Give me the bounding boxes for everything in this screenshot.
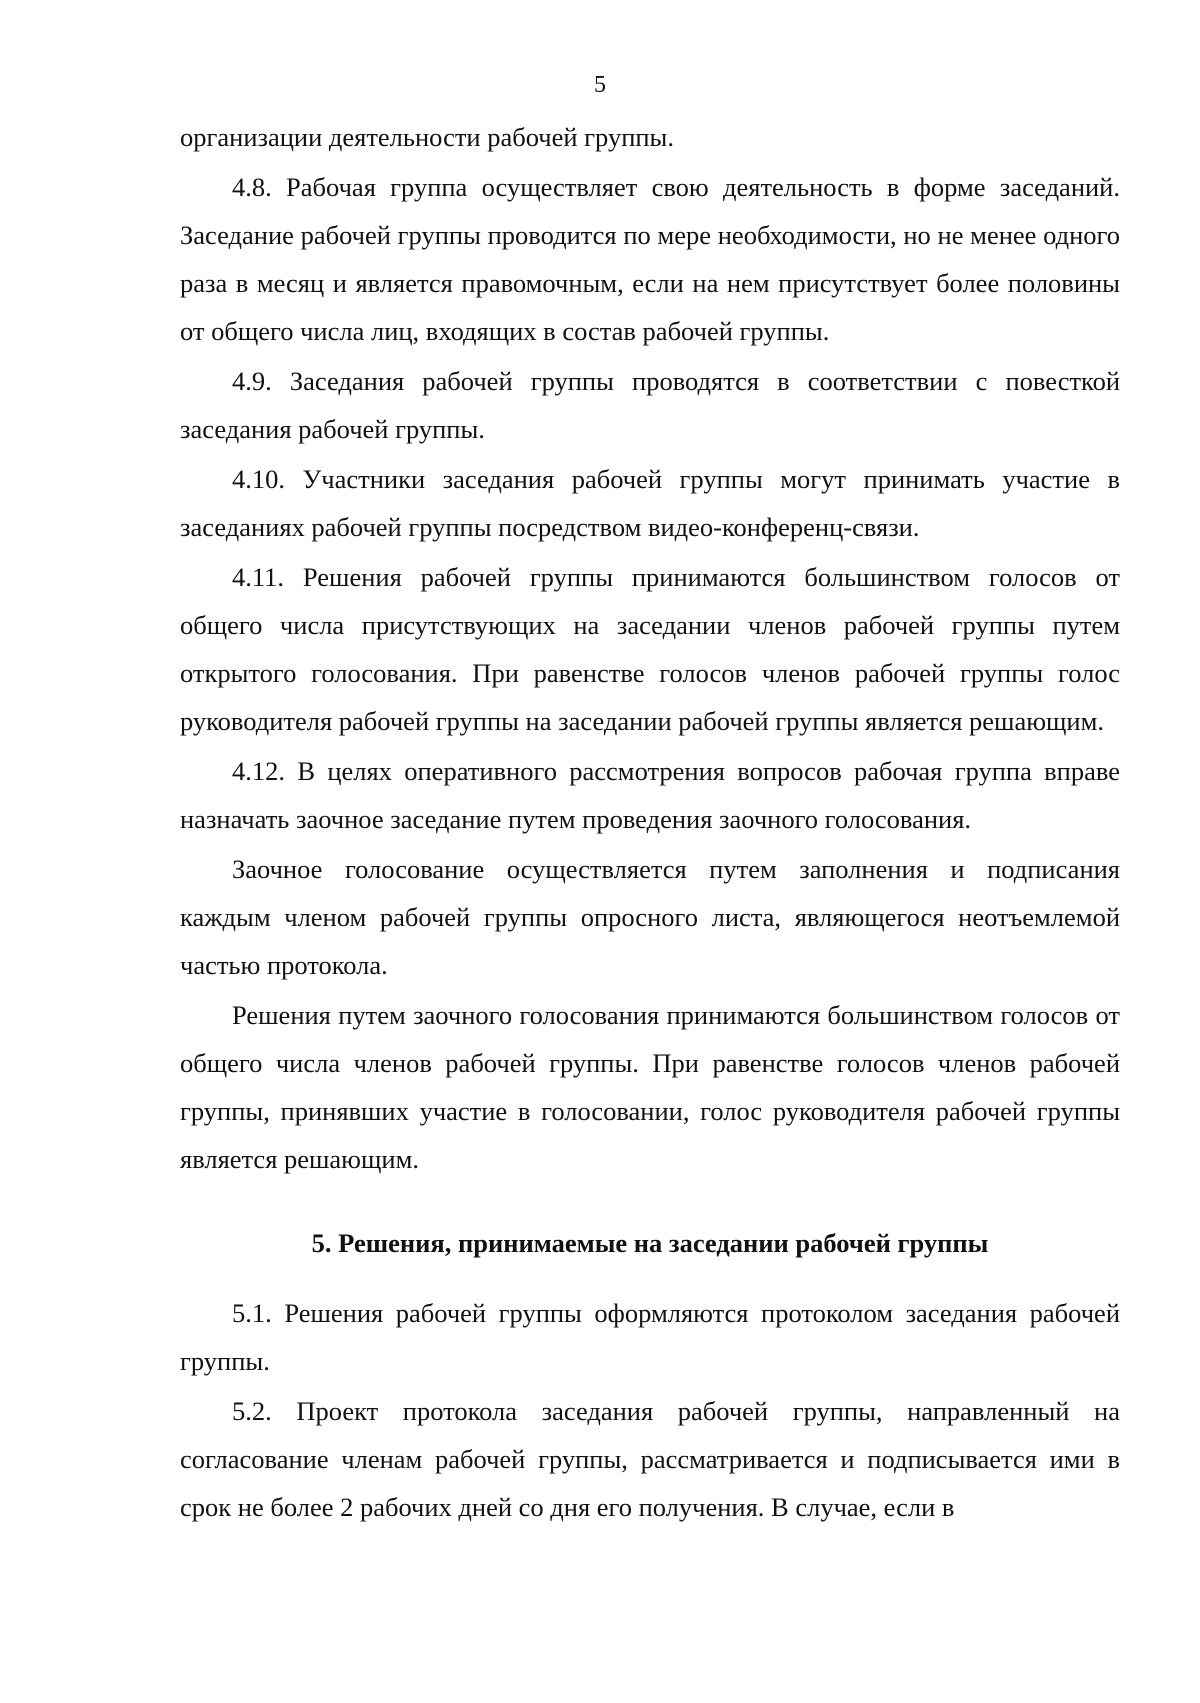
paragraph-4-12: 4.12. В целях оперативного рассмотрения вопросов рабочая группа вправе назначать заочное заседание путем проведения заочного голосования. <box>180 756 1120 834</box>
paragraph-5-2: 5.2. Проект протокола заседания рабочей группы, направленный на согласование членам рабочей группы, рассматривается и подписывается ими в срок не более 2 рабочих дней со дня его получения. В случае, если в <box>180 1396 1120 1522</box>
paragraph-4-9: 4.9. Заседания рабочей группы проводятся в соответствии с повесткой заседания рабочей группы. <box>180 366 1120 444</box>
paragraph-5-1: 5.1. Решения рабочей группы оформляются протоколом заседания рабочей группы. <box>180 1298 1120 1376</box>
paragraph-absentee-decisions: Решения путем заочного голосования принимаются большинством голосов от общего числа членов рабочей группы. При равенстве голосов членов рабочей группы, принявших участие в голосовании, голос руководителя рабочей группы является решающим. <box>180 1000 1120 1174</box>
page-number: 5 <box>594 72 606 98</box>
paragraph-4-10: 4.10. Участники заседания рабочей группы могут принимать участие в заседаниях рабочей группы посредством видео-конференц-связи. <box>180 464 1120 542</box>
document-body <box>180 113 1120 1531</box>
section-5-heading: 5. Решения, принимаемые на заседании рабочей группы <box>311 1228 989 1258</box>
paragraph-absentee-voting: Заочное голосование осуществляется путем заполнения и подписания каждым членом рабочей группы опросного листа, являющегося неотъемлемой частью протокола. <box>180 854 1120 980</box>
continued-paragraph: организации деятельности рабочей группы. <box>180 122 674 152</box>
paragraph-4-11: 4.11. Решения рабочей группы принимаются большинством голосов от общего числа присутствующих на заседании членов рабочей группы путем открытого голосования. При равенстве голосов членов рабочей группы голос руководителя рабочей группы на заседании рабочей группы является решающим. <box>180 562 1120 736</box>
paragraph-4-8: 4.8. Рабочая группа осуществляет свою деятельность в форме заседаний. Заседание рабочей группы проводится по мере необходимости, но не менее одного раза в месяц и является правомочным, если на нем присутствует более половины от общего числа лиц, входящих в состав рабочей группы. <box>180 172 1120 346</box>
